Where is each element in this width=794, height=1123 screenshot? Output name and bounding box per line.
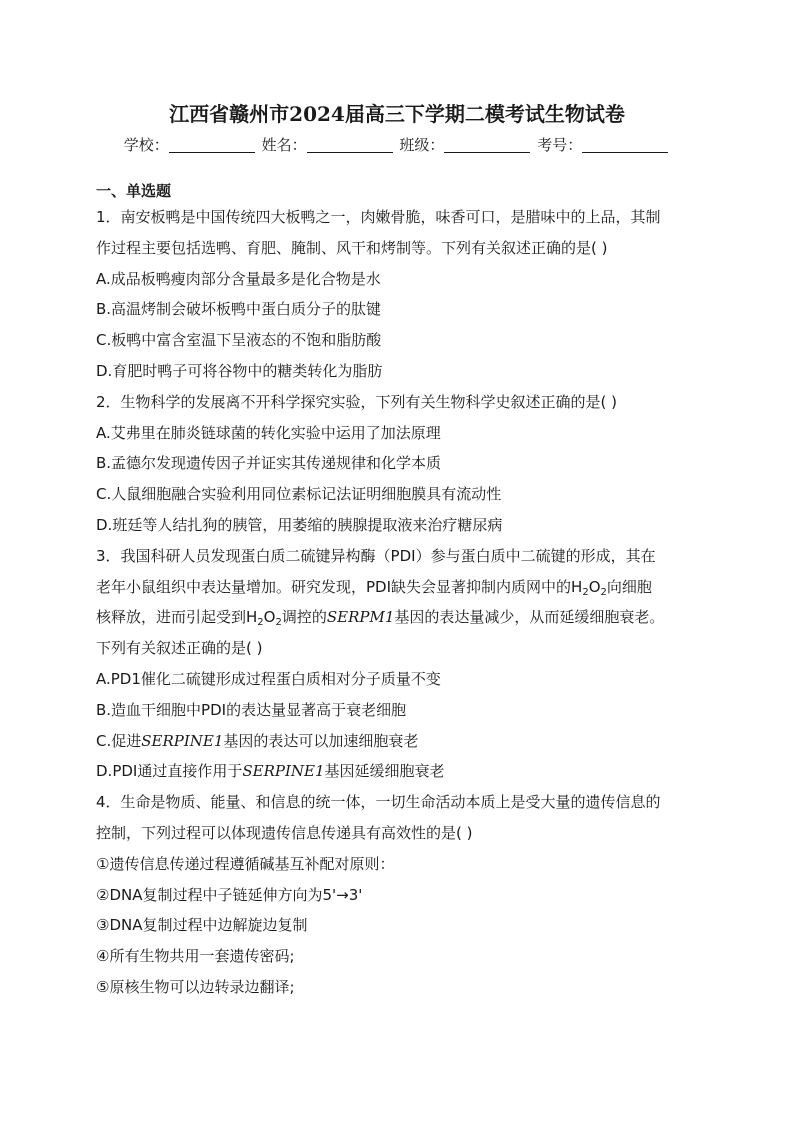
q2-option-c: C.人鼠细胞融合实验利用同位素标记法证明细胞膜具有流动性	[96, 485, 502, 504]
formula-sub: 2	[257, 617, 264, 629]
q4-item-4: ④所有生物共用一套遗传密码;	[96, 947, 295, 966]
q1-stem-line2: 作过程主要包括选鸭、育肥、腌制、风干和烤制等。下列有关叙述正确的是( )	[96, 238, 608, 257]
q3-line3-end: 基因的表达量减少，从而延缓细胞衰老。	[394, 608, 665, 627]
gene-name: SERPINE1	[141, 731, 224, 750]
formula-o: O	[263, 608, 276, 627]
q3-option-d	[96, 756, 700, 787]
student-info-row	[0, 134, 794, 156]
q3-stem-line4: 下列有关叙述正确的是( )	[96, 639, 263, 658]
q1-option-c: C.板鸭中富含室温下呈液态的不饱和脂肪酸	[96, 331, 382, 350]
q3-line3-mid: 调控的	[281, 608, 327, 627]
q2-option-a: A.艾弗里在肺炎链球菌的转化实验中运用了加法原理	[96, 423, 441, 442]
q4-item-3: ③DNA复制过程中边解旋边复制	[96, 916, 308, 935]
q3-option-a: A.PD1催化二硫键形成过程蛋白质相对分子质量不变	[96, 669, 441, 688]
formula-h: H	[246, 608, 258, 627]
school-blank[interactable]	[169, 138, 255, 153]
q1-option-a: A.成品板鸭瘦肉部分含量最多是化合物是水	[96, 269, 381, 288]
q3-c-post: 基因的表达可以加速细胞衰老	[223, 731, 419, 750]
q3-option-c	[96, 726, 700, 757]
formula-sub: 2	[275, 617, 282, 629]
q4-stem-line2: 控制，下列过程可以体现遗传信息传递具有高效性的是( )	[96, 823, 473, 842]
q1-option-b: B.高温烤制会破坏板鸭中蛋白质分子的肽键	[96, 300, 382, 319]
q3-line3-text: 核释放，进而引起受到	[96, 608, 247, 627]
name-label: 姓名：	[261, 136, 307, 154]
q3-d-pre: D.PDI通过直接作用于	[96, 762, 243, 781]
q3-option-b: B.造血干细胞中PDI的表达量显著高于衰老细胞	[96, 700, 407, 719]
formula-o: O	[588, 577, 601, 596]
number-blank[interactable]	[582, 138, 668, 153]
formula-sub: 2	[582, 586, 589, 598]
gene-name: SERPINE1	[242, 762, 325, 781]
h2o2-formula	[246, 608, 282, 629]
name-blank[interactable]	[307, 138, 393, 153]
h2o2-formula	[571, 578, 607, 596]
formula-sub: 2	[600, 586, 607, 598]
q3-line2-text: 老年小鼠组织中表达量增加。研究发现，PDI缺失会显著抑制内质网中的	[96, 577, 572, 596]
q3-stem-line3	[96, 602, 700, 633]
q3-stem-line1: 3．我国科研人员发现蛋白质二硫键异构酶（PDI）参与蛋白质中二硫键的形成，其在	[96, 546, 656, 565]
class-blank[interactable]	[444, 138, 530, 153]
q1-option-d: D.育肥时鸭子可将谷物中的糖类转化为脂肪	[96, 361, 383, 380]
q3-stem-line2	[96, 572, 700, 603]
formula-h: H	[571, 577, 583, 596]
gene-name: SERPM1	[326, 608, 395, 627]
section-heading: 一、单选题	[96, 182, 172, 200]
q4-item-5: ⑤原核生物可以边转录边翻译;	[96, 977, 295, 996]
q4-stem-line1: 4．生命是物质、能量、和信息的统一体，一切生命活动本质上是受大量的遗传信息的	[96, 793, 661, 812]
q1-stem-line1: 1．南安板鸭是中国传统四大板鸭之一，肉嫩骨脆，味香可口，是腊味中的上品，其制	[96, 208, 661, 226]
class-label: 班级：	[399, 136, 445, 154]
q4-item-1: ①遗传信息传递过程遵循碱基互补配对原则：	[96, 854, 395, 873]
q2-option-b: B.孟德尔发现遗传因子并证实其传递规律和化学本质	[96, 454, 442, 473]
q4-item-2: ②DNA复制过程中子链延伸方向为5'→3'	[96, 885, 363, 904]
q3-c-pre: C.促进	[96, 731, 142, 750]
q2-stem: 2．生物科学的发展离不开科学探究实验，下列有关生物科学史叙述正确的是( )	[96, 392, 618, 411]
school-label: 学校：	[123, 136, 169, 154]
page-title: 江西省赣州市2024届高三下学期二模考试生物试卷	[169, 102, 625, 126]
q3-d-post: 基因延缓细胞衰老	[324, 762, 445, 781]
questions-body	[96, 202, 700, 1003]
number-label: 考号：	[537, 136, 583, 154]
q3-line2-end: 向细胞	[606, 577, 652, 596]
q2-option-d: D.班廷等人结扎狗的胰管，用萎缩的胰腺提取液来治疗糖尿病	[96, 515, 503, 534]
